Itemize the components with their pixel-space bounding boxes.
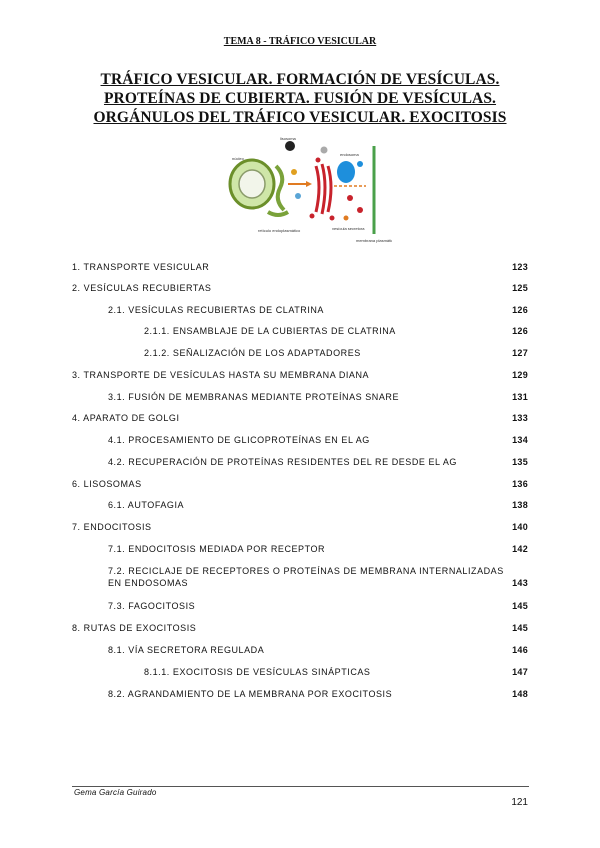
toc-page-7-3: 145: [512, 601, 528, 611]
toc-page-2-1-2: 127: [512, 348, 528, 358]
toc-entry-4-1[interactable]: 4.1. PROCESAMIENTO DE GLICOPROTEÍNAS EN EL AG: [108, 435, 370, 445]
toc-entry-7-2[interactable]: 7.2. RECICLAJE DE RECEPTORES O PROTEÍNAS DE MEMBRANA INTERNALIZADAS: [108, 566, 504, 576]
toc-page-8-1: 146: [512, 645, 528, 655]
toc-entry-7-3[interactable]: 7.3. FAGOCITOSIS: [108, 601, 196, 611]
title-line-3: ORGÁNULOS DEL TRÁFICO VESICULAR. EXOCITOSIS: [93, 109, 507, 126]
toc-page-7: 140: [512, 522, 528, 532]
toc-page-7-1: 142: [512, 544, 528, 554]
toc-entry-4-2[interactable]: 4.2. RECUPERACIÓN DE PROTEÍNAS RESIDENTES DEL RE DESDE EL AG: [108, 457, 457, 467]
page-header: [0, 36, 600, 47]
label-lysosome: lisosoma: [280, 136, 296, 141]
toc-page-7-2: 143: [512, 578, 528, 588]
toc-page-1: 123: [512, 262, 528, 272]
golgi-apparatus: [310, 158, 335, 221]
toc-page-4-2: 135: [512, 457, 528, 467]
toc-page-8-2: 148: [512, 689, 528, 699]
label-membrane: membrana plasmática: [356, 238, 392, 243]
toc-page-6: 136: [512, 479, 528, 489]
endosome-shape: [337, 161, 355, 183]
label-er: retículo endoplasmático: [258, 228, 301, 233]
toc-entry-7-1[interactable]: 7.1. ENDOCITOSIS MEDIADA POR RECEPTOR: [108, 544, 326, 554]
toc-entry-3-1[interactable]: 3.1. FUSIÓN DE MEMBRANAS MEDIANTE PROTEÍNAS SNARE: [108, 392, 400, 402]
label-endosome: endosoma: [340, 152, 359, 157]
toc-entry-2-1[interactable]: 2.1. VESÍCULAS RECUBIERTAS DE CLATRINA: [108, 305, 324, 315]
toc-page-4-1: 134: [512, 435, 528, 445]
title-line-1: TRÁFICO VESICULAR. FORMACIÓN DE VESÍCULAS.: [100, 71, 500, 88]
nucleolus-shape: [239, 170, 265, 198]
footer-author: Gema García Guirado: [74, 788, 157, 797]
toc-entry-8-1[interactable]: 8.1. VÍA SECRETORA REGULADA: [108, 645, 265, 655]
toc-entry-6-1[interactable]: 6.1. AUTOFAGIA: [108, 500, 185, 510]
toc-page-3: 129: [512, 370, 528, 380]
toc-page-2-1: 126: [512, 305, 528, 315]
toc-entry-2-1-2[interactable]: 2.1.2. SEÑALIZACIÓN DE LOS ADAPTADORES: [144, 348, 361, 358]
toc-page-2: 125: [512, 283, 528, 293]
toc-entry-7-2-cont[interactable]: EN ENDOSOMAS: [108, 578, 189, 588]
label-nucleus: núcleo: [232, 156, 244, 161]
toc-entry-8-2[interactable]: 8.2. AGRANDAMIENTO DE LA MEMBRANA POR EXOCITOSIS: [108, 689, 393, 699]
toc-entry-3[interactable]: 3. TRANSPORTE DE VESÍCULAS HASTA SU MEMBRANA DIANA: [72, 370, 370, 380]
toc-page-8-1-1: 147: [512, 667, 528, 677]
toc-page-4: 133: [512, 413, 528, 423]
toc-entry-7[interactable]: 7. ENDOCITOSIS: [72, 522, 152, 532]
title-line-2: PROTEÍNAS DE CUBIERTA. FUSIÓN DE VESÍCULAS.: [103, 90, 497, 107]
toc-page-8: 145: [512, 623, 528, 633]
toc-entry-2[interactable]: 2. VESÍCULAS RECUBIERTAS: [72, 283, 212, 293]
toc-page-6-1: 138: [512, 500, 528, 510]
toc-entry-6[interactable]: 6. LISOSOMAS: [72, 479, 142, 489]
toc-entry-8-1-1[interactable]: 8.1.1. EXOCITOSIS DE VESÍCULAS SINÁPTICAS: [144, 667, 371, 677]
lysosome-shape: [285, 141, 295, 151]
footer-page-number: 121: [511, 797, 528, 808]
vesicular-traffic-figure: [228, 126, 392, 244]
toc-entry-1[interactable]: 1. TRANSPORTE VESICULAR: [72, 262, 210, 272]
toc-page-3-1: 131: [512, 392, 528, 402]
label-secretory: vesícula secretora: [332, 226, 365, 231]
toc-entry-2-1-1[interactable]: 2.1.1. ENSAMBLAJE DE LA CUBIERTAS DE CLATRINA: [144, 326, 396, 336]
footer-divider: [72, 786, 529, 787]
document-title: [60, 70, 540, 127]
toc-entry-4[interactable]: 4. APARATO DE GOLGI: [72, 413, 180, 423]
chapter-title: TEMA 8 - TRÁFICO VESICULAR: [223, 36, 377, 47]
toc-entry-8[interactable]: 8. RUTAS DE EXOCITOSIS: [72, 623, 197, 633]
er-membrane: [276, 166, 284, 210]
toc-page-2-1-1: 126: [512, 326, 528, 336]
figure-illustration: [228, 126, 392, 244]
